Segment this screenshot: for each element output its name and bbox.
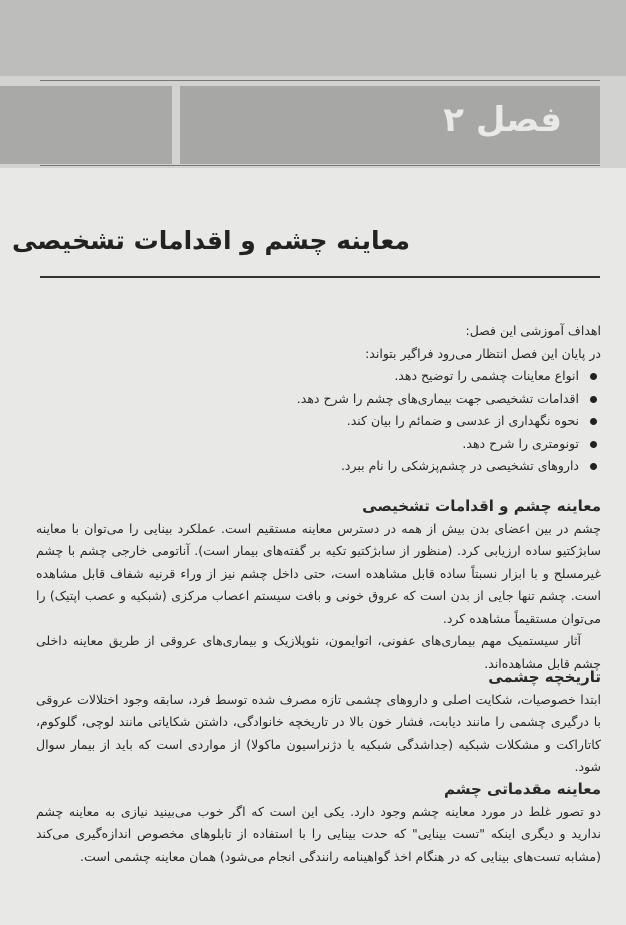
chapter-label: فصل ۲	[443, 100, 562, 140]
paragraph: دو تصور غلط در مورد معاینه چشم وجود دارد. یکی این است که اگر خوب می‌بینید نیازی به معاینه چشم ندارید و دیگری اینکه "تست بینایی" که حدت بینایی را با استفاده از تابلوهای مخصوص اندازه‌گیری می‌کند (مشابه تست‌های بینایی که در هنگام اخذ گواهینامه رانندگی انجام می‌شود) همان معاینه چشمی است.	[36, 803, 601, 864]
bullet-icon	[590, 441, 597, 448]
band-bottom-rule	[40, 165, 600, 166]
bullet-icon	[590, 396, 597, 403]
section-heading: معاینه مقدماتی چشم	[444, 780, 601, 798]
paragraph: ابتدا خصوصیات، شکایت اصلی و داروهای چشمی تازه مصرف شده توسط فرد، سابقه وجود اختلالات عروقی با درگیری چشمی را مانند دیابت، فشار خون بالا در تاریخچه خانوادگی، داشتن شکایاتی مانند لوچی، گلوکوم، کاتاراکت و مشکلات شبکیه (جداشدگی شبکیه یا دژنراسیون ماکولا) از مواردی است که باید از بیمار سوال شود.	[36, 691, 601, 774]
paragraph: آثار سیستمیک مهم بیماری‌های عفونی، اتوایمون، نئوپلازیک و بیماری‌های عروقی از طریق معاینه داخلی چشم قابل مشاهده‌اند.	[36, 633, 601, 671]
goals-list	[36, 365, 601, 478]
goals-lead: در پایان این فصل انتظار می‌رود فراگیر بتواند:	[365, 345, 601, 361]
top-gray-strip	[0, 0, 626, 76]
bullet-icon	[590, 463, 597, 470]
goals-intro: اهداف آموزشی این فصل:	[465, 323, 601, 338]
section-eye-history	[36, 666, 601, 779]
band-top-rule	[40, 80, 600, 81]
list-item: اقدامات تشخیصی جهت بیماری‌های چشم را شرح دهد.	[36, 388, 601, 411]
title-rule	[40, 276, 600, 278]
section-preliminary-exam	[36, 778, 601, 868]
chapter-band-left-box	[0, 86, 172, 164]
list-item: نحوه نگهداری از عدسی و ضمائم را بیان کند.	[36, 410, 601, 433]
section-heading: تاریخچه چشمی	[488, 668, 601, 686]
bullet-icon	[590, 418, 597, 425]
list-item: انواع معاینات چشمی را توضیح دهد.	[36, 365, 601, 388]
section-heading: معاینه چشم و اقدامات تشخیصی	[362, 497, 601, 515]
paragraph: چشم در بین اعضای بدن بیش از همه در دسترس معاینه مستقیم است. عملکرد بینایی را می‌توان با معاینه سابژکتیو ساده ارزیابی کرد. (منظور از سابژکتیو تکیه بر گفته‌های بیمار است). آناتومی خارجی چشم با چشم غیرمسلح و با ابزار نسبتاً ساده قابل مشاهده است، حتی داخل چشم نیز از وراء قرنیه شفاف قابل مشاهده است. چشم تنها جایی از بدن است که عروق خونی و بافت سیستم اعصاب مرکزی (شبکیه و عصب اپتیک) را می‌توان مستقیماً مشاهده کرد.	[36, 520, 601, 626]
list-item: داروهای تشخیصی در چشم‌پزشکی را نام ببرد.	[36, 455, 601, 478]
list-item: تونومتری را شرح دهد.	[36, 433, 601, 456]
page-title: معاینه چشم و اقدامات تشخیصی	[11, 226, 410, 255]
learning-goals	[36, 320, 601, 478]
section-eye-exam	[36, 495, 601, 675]
bullet-icon	[590, 373, 597, 380]
